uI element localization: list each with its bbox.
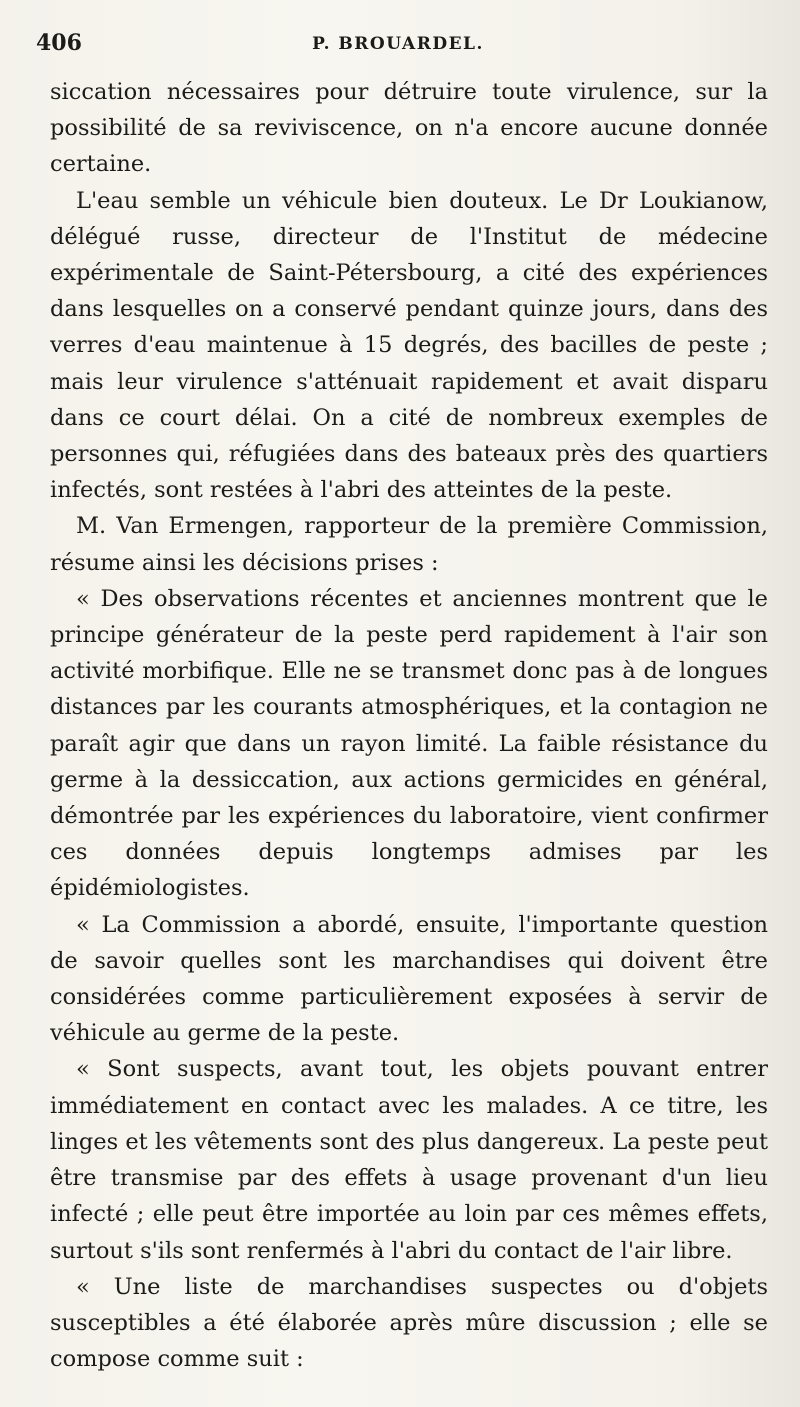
paragraph: siccation nécessaires pour détruire toute virulence, sur la possibilité de sa reviviscence, on n'a encore aucune donnée certaine. [50, 79, 768, 178]
paragraph: M. Van Ermengen, rapporteur de la première Commission, résume ainsi les décisions prises : [50, 513, 768, 576]
page-number: 406 [36, 30, 82, 56]
paragraph: L'eau semble un véhicule bien douteux. Le Dr Loukianow, délégué russe, directeur de l'Institut de médecine expérimentale de Saint-Pétersbourg, a cité des expériences dans lesquelles on a conservé pendant quinze jours, dans des verres d'eau maintenue à 15 degrés, des bacilles de peste ; mais leur virulence s'atténuait rapidement et avait disparu dans ce court délai. On a cité de nombreux exemples de personnes qui, réfugiées dans des bateaux près des quartiers infectés, sont restées à l'abri des atteintes de la peste. [50, 187, 768, 504]
body-text [50, 74, 768, 1377]
paragraph: « La Commission a abordé, ensuite, l'importante question de savoir quelles sont les marchandises qui doivent être considérées comme particulièrement exposées à servir de véhicule au germe de la peste. [50, 911, 768, 1047]
running-head: P. BROUARDEL. [312, 34, 484, 54]
page-header [36, 30, 760, 66]
paragraph: « Sont suspects, avant tout, les objets pouvant entrer immédiatement en contact avec les malades. A ce titre, les linges et les vêtements sont des plus dangereux. La peste peut être transmise par des effets à usage provenant d'un lieu infecté ; elle peut être importée au loin par ces mêmes effets, surtout s'ils sont renfermés à l'abri du contact de l'air libre. [50, 1056, 768, 1264]
paragraph: « Des observations récentes et anciennes montrent que le principe générateur de la peste perd rapidement à l'air son activité morbifique. Elle ne se transmet donc pas à de longues distances par les courants atmosphériques, et la contagion ne paraît agir que dans un rayon limité. La faible résistance du germe à la dessiccation, aux actions germicides en général, démontrée par les expériences du laboratoire, vient confirmer ces données depuis longtemps admises par les épidémiologistes. [50, 585, 768, 902]
paragraph: « Une liste de marchandises suspectes ou d'objets susceptibles a été élaborée après mûre discussion ; elle se compose comme suit : [50, 1273, 768, 1373]
